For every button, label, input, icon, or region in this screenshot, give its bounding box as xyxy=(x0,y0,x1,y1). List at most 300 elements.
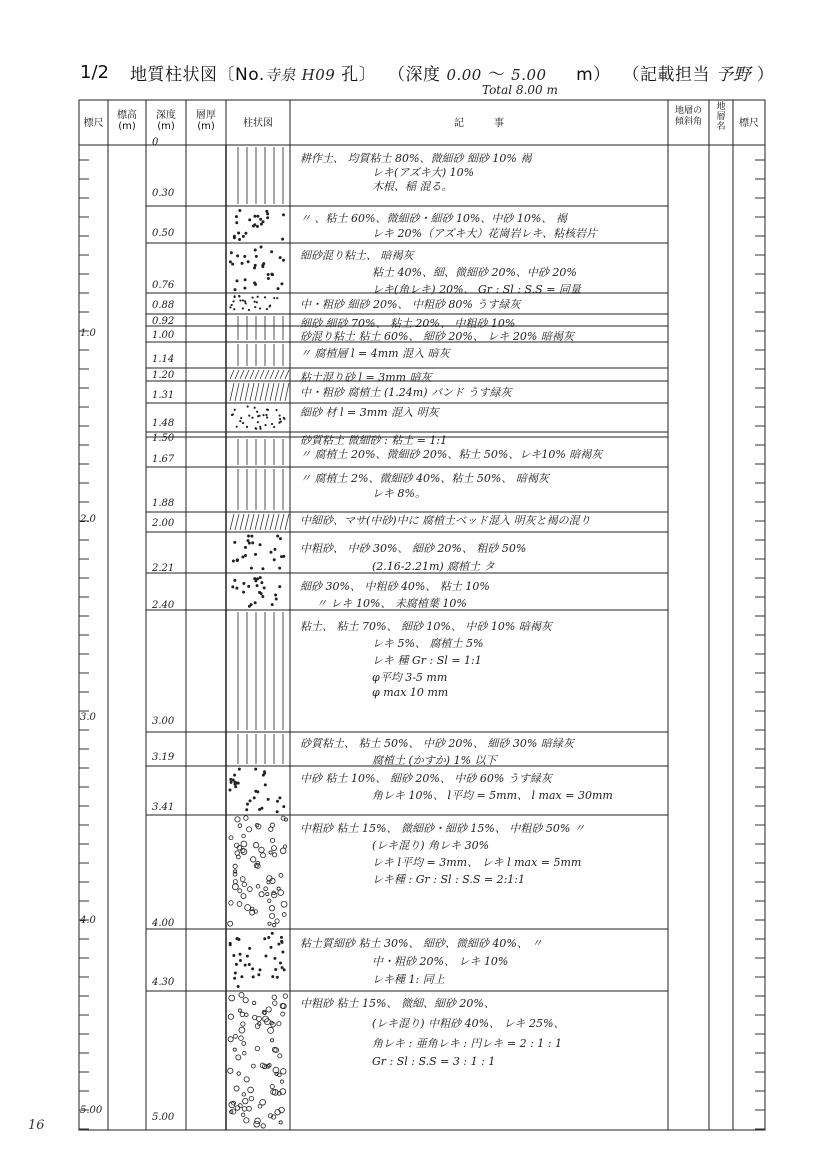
column-pattern-dot xyxy=(250,567,252,569)
column-pattern-dot xyxy=(274,548,276,550)
column-pattern-dot xyxy=(277,298,278,299)
column-pattern-hatch xyxy=(270,514,274,530)
column-pattern-dot xyxy=(280,936,282,938)
column-pattern-hatch xyxy=(275,514,279,530)
column-pattern-hatch xyxy=(255,383,259,401)
column-pattern-hatch xyxy=(235,514,239,530)
column-pattern-dot xyxy=(269,906,274,911)
column-pattern-dot xyxy=(278,943,280,945)
column-pattern-dot xyxy=(261,1124,265,1128)
column-pattern-hatch xyxy=(250,514,254,530)
column-pattern-dot xyxy=(277,535,279,537)
column-pattern-dot xyxy=(254,249,256,251)
column-pattern-dot xyxy=(232,1101,236,1105)
recorder-close: ） xyxy=(756,65,775,85)
column-pattern-dot xyxy=(244,255,246,257)
column-pattern-hatch xyxy=(275,383,279,401)
depth-value: 1.50 xyxy=(152,433,175,444)
header-formation: 地 層 名 xyxy=(716,102,726,132)
column-pattern-dot xyxy=(251,535,253,537)
column-pattern-dot xyxy=(272,976,274,978)
description-line: φ max 10 mm xyxy=(372,686,449,699)
column-pattern-dot xyxy=(261,582,263,584)
column-pattern-hatch xyxy=(260,514,264,530)
column-pattern-dot xyxy=(266,417,267,418)
column-pattern-dot xyxy=(275,594,277,596)
column-pattern-dot xyxy=(245,232,247,234)
column-pattern-dot xyxy=(243,591,245,593)
description-line: レキ(角レキ) 20%、 Gr : Sl : S.S = 同量 xyxy=(372,283,581,296)
column-pattern-dot xyxy=(276,410,277,411)
column-pattern-dot xyxy=(260,426,261,427)
column-pattern-dot xyxy=(273,426,274,427)
column-pattern-dot xyxy=(255,768,257,770)
column-pattern-dot xyxy=(264,784,266,786)
column-pattern-dot xyxy=(270,551,272,553)
column-pattern-dot xyxy=(259,544,261,546)
title-label: 地質柱状図〔No. xyxy=(130,65,265,85)
depth-value: 1.48 xyxy=(152,418,175,429)
column-pattern-dot xyxy=(244,546,246,548)
column-pattern-dot xyxy=(257,296,258,297)
description-line: 細砂 細砂 70%、 粘土 20%、 中粗砂 10% xyxy=(300,317,516,330)
depth-label: （深度 xyxy=(388,65,441,85)
column-pattern-hatch xyxy=(260,370,264,379)
column-pattern-dot xyxy=(271,932,273,934)
hole-number: 寺泉 xyxy=(264,66,296,84)
column-pattern-dot xyxy=(249,219,251,221)
column-pattern-dot xyxy=(234,409,235,410)
column-pattern-dot xyxy=(248,605,250,607)
column-pattern-dot xyxy=(282,259,284,261)
column-pattern-hatch xyxy=(265,383,269,401)
column-pattern-dot xyxy=(230,252,232,254)
depth-unit: m） xyxy=(576,65,611,85)
column-pattern-dot xyxy=(254,301,255,302)
column-pattern-dot xyxy=(247,426,248,427)
depth-value: 5.00 xyxy=(152,1112,175,1123)
column-pattern-dot xyxy=(241,976,243,978)
column-pattern-dot xyxy=(235,963,237,965)
column-pattern-dot xyxy=(275,919,279,923)
column-pattern-dot xyxy=(261,807,263,809)
column-pattern-dot xyxy=(234,579,236,581)
column-pattern-dot xyxy=(281,556,283,558)
column-pattern-hatch xyxy=(260,383,264,401)
column-pattern-dot xyxy=(239,960,241,962)
description-line: レキ(アズキ大) 10% xyxy=(372,166,475,179)
depth-value: 4.00 xyxy=(152,918,175,929)
column-pattern-dot xyxy=(261,853,266,858)
column-pattern-dot xyxy=(239,210,241,212)
column-pattern-dot xyxy=(270,823,274,827)
column-pattern-dot xyxy=(277,1022,281,1026)
page-number: 1/2 xyxy=(80,62,109,83)
column-pattern-dot xyxy=(281,283,283,285)
column-pattern-dot xyxy=(255,255,257,257)
column-pattern-dot xyxy=(256,225,258,227)
column-pattern-dot xyxy=(249,800,251,802)
column-pattern-dot xyxy=(236,587,238,589)
description-line: 細砂混り粘土、 暗褐灰 xyxy=(300,249,414,262)
column-pattern-dot xyxy=(266,892,269,895)
column-pattern-dot xyxy=(241,262,243,264)
column-pattern-dot xyxy=(259,892,264,897)
column-pattern-dot xyxy=(240,421,241,422)
column-pattern-dot xyxy=(279,1121,282,1124)
column-pattern-dot xyxy=(239,1036,244,1041)
column-pattern-hatch xyxy=(230,383,234,401)
column-pattern-dot xyxy=(279,797,281,799)
column-pattern-dot xyxy=(251,1064,255,1068)
column-pattern-dot xyxy=(244,964,246,966)
column-pattern-dot xyxy=(267,273,269,275)
column-pattern-dot xyxy=(281,1069,287,1075)
column-pattern-dot xyxy=(279,586,281,588)
column-pattern-dot xyxy=(247,406,248,407)
column-pattern-dot xyxy=(228,1037,233,1042)
column-pattern-dot xyxy=(244,554,246,556)
depth-value: 0.76 xyxy=(152,280,175,291)
column-pattern-dot xyxy=(256,585,258,587)
depth-value: 0.92 xyxy=(152,316,175,327)
column-pattern-dot xyxy=(256,1016,261,1021)
column-pattern-dot xyxy=(269,913,274,918)
column-pattern-dot xyxy=(242,1042,246,1046)
depth-to: 5.00 xyxy=(511,66,547,84)
column-pattern-dot xyxy=(275,598,277,600)
column-pattern-hatch xyxy=(285,514,289,530)
column-pattern-dot xyxy=(254,407,255,408)
column-pattern-dot xyxy=(231,414,232,415)
column-pattern-dot xyxy=(239,992,244,997)
column-pattern-dot xyxy=(233,1034,237,1038)
description-line: レキ 20%（アズキ大）花崗岩レキ、粘核岩片 xyxy=(372,227,598,240)
column-pattern-dot xyxy=(241,841,247,847)
depth-value: 3.41 xyxy=(152,802,175,813)
column-pattern-dot xyxy=(233,954,235,956)
description-line: 中砂 粘土 10%、 細砂 20%、 中砂 60% うす緑灰 xyxy=(300,772,552,785)
column-pattern-dot xyxy=(257,411,258,412)
column-pattern-dot xyxy=(254,267,256,269)
column-pattern-dot xyxy=(242,556,244,558)
column-pattern-dot xyxy=(249,1096,253,1100)
column-pattern-dot xyxy=(283,214,285,216)
column-pattern-dot xyxy=(240,877,245,882)
column-pattern-hatch xyxy=(285,370,289,379)
column-pattern-dot xyxy=(246,955,248,957)
description-line: 砂質粘土、 粘土 50%、 中砂 20%、 細砂 30% 暗緑灰 xyxy=(300,737,574,750)
column-pattern-dot xyxy=(271,604,273,606)
column-pattern-dot xyxy=(252,968,254,970)
column-pattern-dot xyxy=(264,297,265,298)
column-pattern-hatch xyxy=(235,370,239,379)
column-pattern-dot xyxy=(252,542,254,544)
column-pattern-dot xyxy=(243,583,245,585)
column-pattern-dot xyxy=(233,301,234,302)
column-pattern-dot xyxy=(260,246,262,248)
column-pattern-dot xyxy=(255,1118,261,1124)
column-pattern-dot xyxy=(236,222,238,224)
column-pattern-dot xyxy=(259,969,261,971)
column-pattern-hatch xyxy=(230,514,234,530)
column-pattern-hatch xyxy=(265,370,269,379)
column-pattern-dot xyxy=(254,602,256,604)
column-pattern-dot xyxy=(278,1054,282,1058)
description-line: 中細砂、マサ(中砂)中に 腐植土ベッド混入 明灰と褐の混り xyxy=(300,514,591,527)
column-pattern-dot xyxy=(249,947,251,949)
column-pattern-dot xyxy=(248,535,250,537)
column-pattern-hatch xyxy=(240,383,244,401)
column-pattern-dot xyxy=(258,416,259,417)
column-pattern-dot xyxy=(248,585,250,587)
description-line: (レキ混り) 中粗砂 40%、 レキ 25%、 xyxy=(372,1017,565,1030)
column-pattern-dot xyxy=(259,577,261,579)
column-pattern-dot xyxy=(283,555,285,557)
column-pattern-dot xyxy=(248,309,249,310)
column-pattern-dot xyxy=(242,300,243,301)
description-line: 細砂 材 l = 3mm 混入 明灰 xyxy=(300,406,439,419)
column-pattern-dot xyxy=(252,1001,255,1004)
column-pattern-dot xyxy=(242,422,243,423)
column-pattern-hatch xyxy=(250,370,254,379)
column-pattern-dot xyxy=(279,567,281,569)
column-pattern-dot xyxy=(281,941,283,943)
column-pattern-dot xyxy=(283,994,287,998)
column-pattern-dot xyxy=(239,953,241,955)
column-pattern-dot xyxy=(237,1072,240,1075)
description-line: 〃 腐植土 20%、微細砂 20%、粘土 50%、レキ10% 暗褐灰 xyxy=(300,448,603,461)
column-pattern-dot xyxy=(279,422,280,423)
column-pattern-hatch xyxy=(245,370,249,379)
column-pattern-dot xyxy=(236,280,238,282)
column-pattern-dot xyxy=(246,803,248,805)
column-pattern-dot xyxy=(255,1046,260,1051)
column-pattern-hatch xyxy=(250,383,254,401)
column-pattern-dot xyxy=(262,1010,266,1014)
description-line: 中・粗砂 20%、 レキ 10% xyxy=(372,955,509,968)
header-scale: 標尺 xyxy=(83,118,104,129)
column-pattern-dot xyxy=(258,974,260,976)
column-pattern-dot xyxy=(260,223,262,225)
column-pattern-dot xyxy=(270,1039,273,1042)
scale-mark: 1.0 xyxy=(80,328,96,339)
column-pattern-dot xyxy=(230,307,231,308)
column-pattern-hatch xyxy=(245,383,249,401)
column-pattern-dot xyxy=(242,882,246,886)
column-pattern-dot xyxy=(268,936,270,938)
column-pattern-dot xyxy=(228,921,233,926)
column-pattern-dot xyxy=(263,414,264,415)
column-pattern-dot xyxy=(259,847,264,852)
depth-value: 2.00 xyxy=(152,518,175,529)
column-pattern-dot xyxy=(255,580,257,582)
column-pattern-hatch xyxy=(235,383,239,401)
column-pattern-dot xyxy=(277,887,280,890)
column-pattern-dot xyxy=(283,417,284,418)
column-pattern-dot xyxy=(241,418,242,419)
depth-value: 1.67 xyxy=(152,454,175,465)
column-pattern-dot xyxy=(250,857,255,862)
column-pattern-dot xyxy=(267,217,269,219)
description-line: 耕作土、 均質粘土 80%、微細砂 細砂 10% 褐 xyxy=(300,152,532,165)
depth-value: 4.30 xyxy=(152,977,175,988)
column-pattern-hatch xyxy=(255,514,259,530)
hole-number-2: H09 xyxy=(301,66,336,84)
column-pattern-dot xyxy=(271,273,273,275)
column-pattern-dot xyxy=(265,955,267,957)
sheet-title: 地質柱状図〔No.寺泉 H09 孔〕 （深度 0.00 ～ 5.00 m） （記載担当 予野 ） xyxy=(130,65,775,85)
column-pattern-dot xyxy=(235,1106,240,1111)
column-pattern-dot xyxy=(266,308,267,309)
depth-value: 3.19 xyxy=(152,752,175,763)
column-pattern-hatch xyxy=(270,370,274,379)
column-pattern-dot xyxy=(252,297,253,298)
depth-value: 0.50 xyxy=(152,228,175,239)
description-line: レキ 5%、 腐植土 5% xyxy=(372,637,484,650)
column-pattern-dot xyxy=(231,304,232,305)
depth-sep: ～ xyxy=(487,65,506,85)
column-pattern-dot xyxy=(230,779,232,781)
column-pattern-dot xyxy=(242,1093,245,1096)
column-pattern-dot xyxy=(233,1048,236,1051)
column-pattern-dot xyxy=(264,887,268,891)
scale-mark: 5.00 xyxy=(80,1105,103,1116)
description-line: 砂混り粘土 粘土 60%、 細砂 20%、 レキ 20% 暗褐灰 xyxy=(300,330,574,343)
column-pattern-dot xyxy=(239,239,241,241)
column-pattern-dot xyxy=(238,1009,241,1012)
column-pattern-dot xyxy=(271,251,273,253)
hole-suffix: 孔〕 xyxy=(341,65,377,85)
scale-mark: 3.0 xyxy=(80,712,96,723)
column-pattern-hatch xyxy=(240,370,244,379)
column-pattern-dot xyxy=(232,263,234,265)
column-pattern-dot xyxy=(260,1099,266,1105)
column-pattern-dot xyxy=(242,308,243,309)
description-line: 中粗砂 粘土 15%、 微細砂・細砂 15%、 中粗砂 50% 〃 xyxy=(300,822,585,835)
column-pattern-dot xyxy=(267,798,269,800)
depth-value: 1.88 xyxy=(152,498,175,509)
column-pattern-dot xyxy=(238,824,242,828)
column-pattern-dot xyxy=(253,797,255,799)
column-pattern-dot xyxy=(235,216,237,218)
depth-value: 2.21 xyxy=(152,563,175,574)
description-line: 〃 腐植層 l = 4mm 混入 暗灰 xyxy=(300,347,450,360)
column-pattern-hatch xyxy=(230,370,234,379)
column-pattern-dot xyxy=(248,1087,254,1093)
column-pattern-dot xyxy=(247,1106,252,1111)
column-pattern-dot xyxy=(269,851,272,854)
column-pattern-hatch xyxy=(280,370,284,379)
column-pattern-dot xyxy=(243,998,248,1003)
column-pattern-dot xyxy=(253,842,258,847)
column-pattern-dot xyxy=(254,264,256,266)
depth-value: 0.30 xyxy=(152,188,175,199)
column-pattern-dot xyxy=(240,1012,245,1017)
column-pattern-dot xyxy=(266,414,267,415)
column-pattern-dot xyxy=(271,423,272,424)
column-pattern-dot xyxy=(262,221,264,223)
column-pattern-dot xyxy=(280,848,286,854)
column-pattern-dot xyxy=(237,902,242,907)
scale-mark: 2.0 xyxy=(80,514,96,525)
column-pattern-dot xyxy=(260,218,262,220)
description-line: 木根、稲 混る。 xyxy=(372,180,453,193)
column-pattern-dot xyxy=(262,595,264,597)
column-pattern-dot xyxy=(255,306,256,307)
column-pattern-dot xyxy=(263,587,265,589)
column-pattern-dot xyxy=(236,1055,241,1060)
depth-value: 0.88 xyxy=(152,300,175,311)
description-line: 〃 レキ 10%、 未腐植葉 10% xyxy=(316,597,467,610)
column-pattern-dot xyxy=(266,210,268,212)
column-pattern-dot xyxy=(229,944,231,946)
column-pattern-dot xyxy=(272,995,277,1000)
column-pattern-dot xyxy=(273,1001,278,1006)
column-pattern-hatch xyxy=(240,514,244,530)
depth-value: 3.00 xyxy=(152,716,175,727)
column-pattern-dot xyxy=(234,309,235,310)
column-pattern-dot xyxy=(233,880,237,884)
depth-value: 0 xyxy=(152,137,159,148)
column-pattern-dot xyxy=(281,901,287,907)
column-pattern-dot xyxy=(282,238,284,240)
description-line: 粘土 40%、細、微細砂 20%、中砂 20% xyxy=(372,266,577,279)
column-pattern-dot xyxy=(257,578,259,580)
column-pattern-dot xyxy=(242,235,244,237)
column-pattern-hatch xyxy=(265,514,269,530)
column-pattern-dot xyxy=(262,568,264,570)
column-pattern-dot xyxy=(229,995,235,1001)
column-pattern-dot xyxy=(234,1086,239,1091)
header-dip: 地層の 傾斜角 xyxy=(674,106,702,127)
column-pattern-dot xyxy=(237,255,239,257)
column-pattern-dot xyxy=(264,938,266,940)
description-line: 〃 、粘土 60%、微細砂・細砂 10%、中砂 10%、 褐 xyxy=(300,212,567,225)
column-pattern-dot xyxy=(234,972,236,974)
column-pattern-dot xyxy=(242,1107,247,1112)
description-line: 中粗砂、 中砂 30%、 細砂 20%、 粗砂 50% xyxy=(300,542,527,555)
description-line: φ平均 3-5 mm xyxy=(372,671,448,684)
column-pattern-dot xyxy=(229,789,231,791)
column-pattern-dot xyxy=(240,300,241,301)
depth-value: 2.40 xyxy=(152,600,175,611)
description-line: 細砂 30%、 中粗砂 40%、 粘土 10% xyxy=(300,580,490,593)
column-pattern-dot xyxy=(229,836,233,840)
column-pattern-dot xyxy=(268,922,271,925)
depth-value: 1.14 xyxy=(152,354,175,365)
header-scale-right: 標尺 xyxy=(739,118,759,129)
column-pattern-dot xyxy=(266,1007,271,1012)
column-pattern-dot xyxy=(234,296,235,297)
column-pattern-dot xyxy=(247,540,249,542)
column-pattern-dot xyxy=(244,1118,249,1123)
column-pattern-dot xyxy=(262,266,264,268)
column-pattern-dot xyxy=(246,827,251,832)
column-pattern-dot xyxy=(262,774,264,776)
column-pattern-dot xyxy=(249,415,250,416)
column-pattern-dot xyxy=(235,782,237,784)
header-thickness: 層厚 (m) xyxy=(196,110,216,132)
column-pattern-dot xyxy=(270,305,271,306)
column-pattern-dot xyxy=(279,873,283,877)
header-description: 記 事 xyxy=(454,118,504,129)
column-pattern-dot xyxy=(254,578,256,580)
column-pattern-dot xyxy=(270,946,272,948)
description-line: レキ 8%。 xyxy=(372,487,426,500)
column-pattern-dot xyxy=(236,559,238,561)
column-pattern-dot xyxy=(255,283,257,285)
